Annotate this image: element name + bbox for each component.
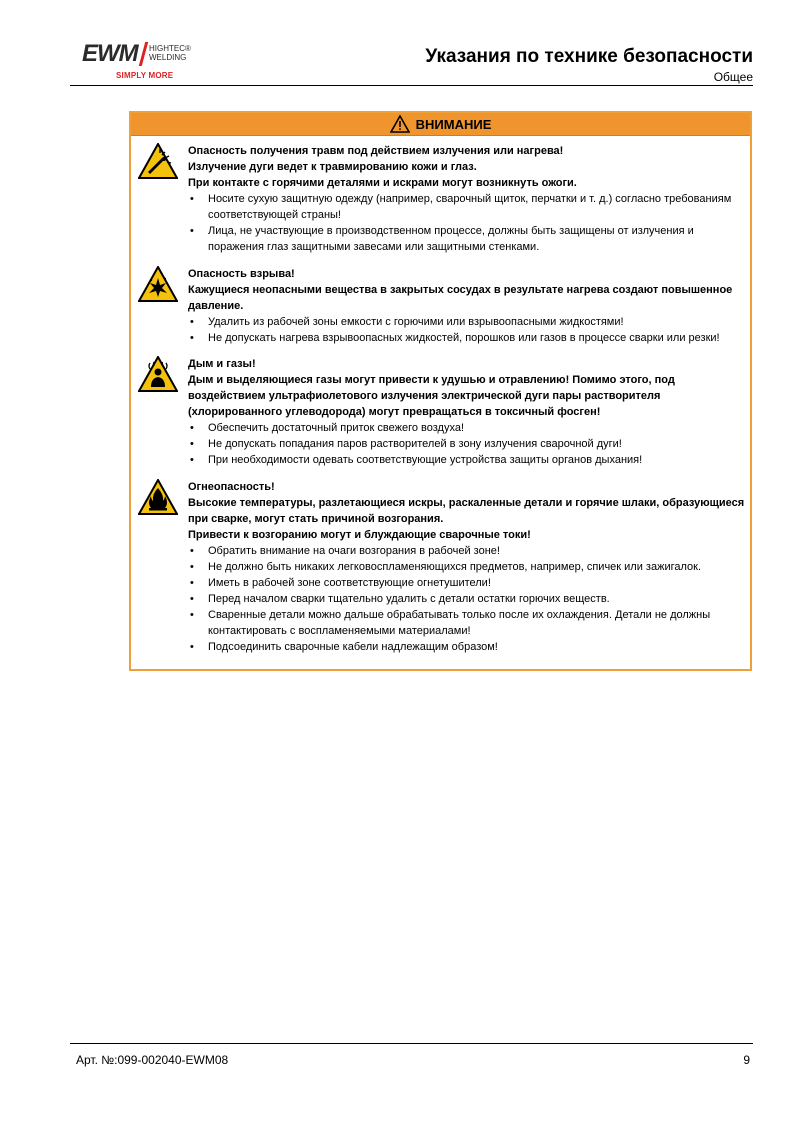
fire-warning-icon [138,479,178,515]
explosion-heading: Опасность взрыва! [188,268,295,280]
list-item: • Носите сухую защитную одежду (например, сварочный щиток, перчатки и т. д.) согласно требованиям соответствующей страны! [188,191,746,223]
radiation-bullet-list [188,191,746,255]
list-item: • Удалить из рабочей зоны емкости с горючими или взрывоопасными жидкостями! [188,314,746,330]
explosion-warning-icon [138,266,178,302]
fumes-line-2: Дым и выделяющиеся газы могут привести к удушью и отравлению! Помимо этого, под воздействием ультрафиолетового излучения электрической дуги пары растворителя (хлорированного углеводорода) могут превращаться в токсичный фосген! [188,374,675,418]
list-item: • Сваренные детали можно дальше обрабатывать только после их охлаждения. Детали не должны контактировать с воспламеняемыми материалами! [188,607,746,639]
radiation-warning-icon [138,143,178,179]
section-radiation-text [188,143,746,255]
list-item: • Обеспечить достаточный приток свежего воздуха! [188,420,746,436]
logo-bar [139,42,148,66]
footer-divider [70,1043,753,1044]
list-item: • Не должно быть никаких легковоспламеняющихся предметов, например, спичек или зажигалок. [188,559,746,575]
fumes-bullet-list [188,420,746,468]
list-item: • Иметь в рабочей зоне соответствующие огнетушители! [188,575,746,591]
fire-line-2: Высокие температуры, разлетающиеся искры, раскаленные детали и горячие шлаки, образующиеся при сварке, могут стать причиной возгорания. [188,497,745,525]
explosion-line-2: Кажущиеся неопасными вещества в закрытых сосудах в результате нагрева создают повышенное давление. [188,284,733,312]
radiation-line-3: При контакте с горячими деталями и искрами могут возникнуть ожоги. [188,177,577,189]
radiation-heading: Опасность получения травм под действием излучения или нагрева! [188,145,564,157]
section-explosion-text [188,266,746,346]
logo-hightec: HIGHTEC® [149,44,191,53]
list-item: • Лица, не участвующие в производственном процессе, должны быть защищены от излучения и поражения глаз защитными завесами или защитными стенками. [188,223,746,255]
fire-heading: Огнеопасность! [188,481,275,493]
article-number: Арт. №:099-002040-EWM08 [76,1053,229,1067]
warning-header-label: ВНИМАНИЕ [415,116,492,132]
page-number: 9 [743,1053,750,1067]
list-item: • Перед началом сварки тщательно удалить с детали остатки горючих веществ. [188,591,746,607]
section-fumes-text [188,356,746,468]
list-item: • Подсоединить сварочные кабели надлежащим образом! [188,639,746,655]
page-title: Указания по технике безопасности [425,46,753,67]
list-item: • Обратить внимание на очаги возгорания в рабочей зоне! [188,543,746,559]
logo-brand: EWM [82,40,138,67]
list-item: • При необходимости одевать соответствующие устройства защиты органов дыхания! [188,452,746,468]
logo-slogan: SIMPLY MORE [116,71,174,80]
logo-welding: WELDING [149,53,187,62]
page-subtitle: Общее [713,70,753,84]
radiation-line-2: Излучение дуги ведет к травмированию кожи и глаз. [188,161,477,173]
fumes-heading: Дым и газы! [188,358,256,370]
fire-line-3: Привести к возгоранию могут и блуждающие сварочные токи! [188,529,531,541]
fire-bullet-list [188,543,746,655]
fumes-warning-icon [138,356,178,392]
ewm-logo [82,38,212,88]
explosion-bullet-list [188,314,746,346]
header-divider [70,85,753,86]
warning-triangle-icon [390,115,410,133]
warning-header [131,113,750,136]
list-item: • Не допускать попадания паров растворителей в зону излучения сварочной дуги! [188,436,746,452]
section-fire-text [188,479,746,655]
warning-box [129,111,752,671]
list-item: • Не допускать нагрева взрывоопасных жидкостей, порошков или газов в процессе сварки или резки! [188,330,746,346]
